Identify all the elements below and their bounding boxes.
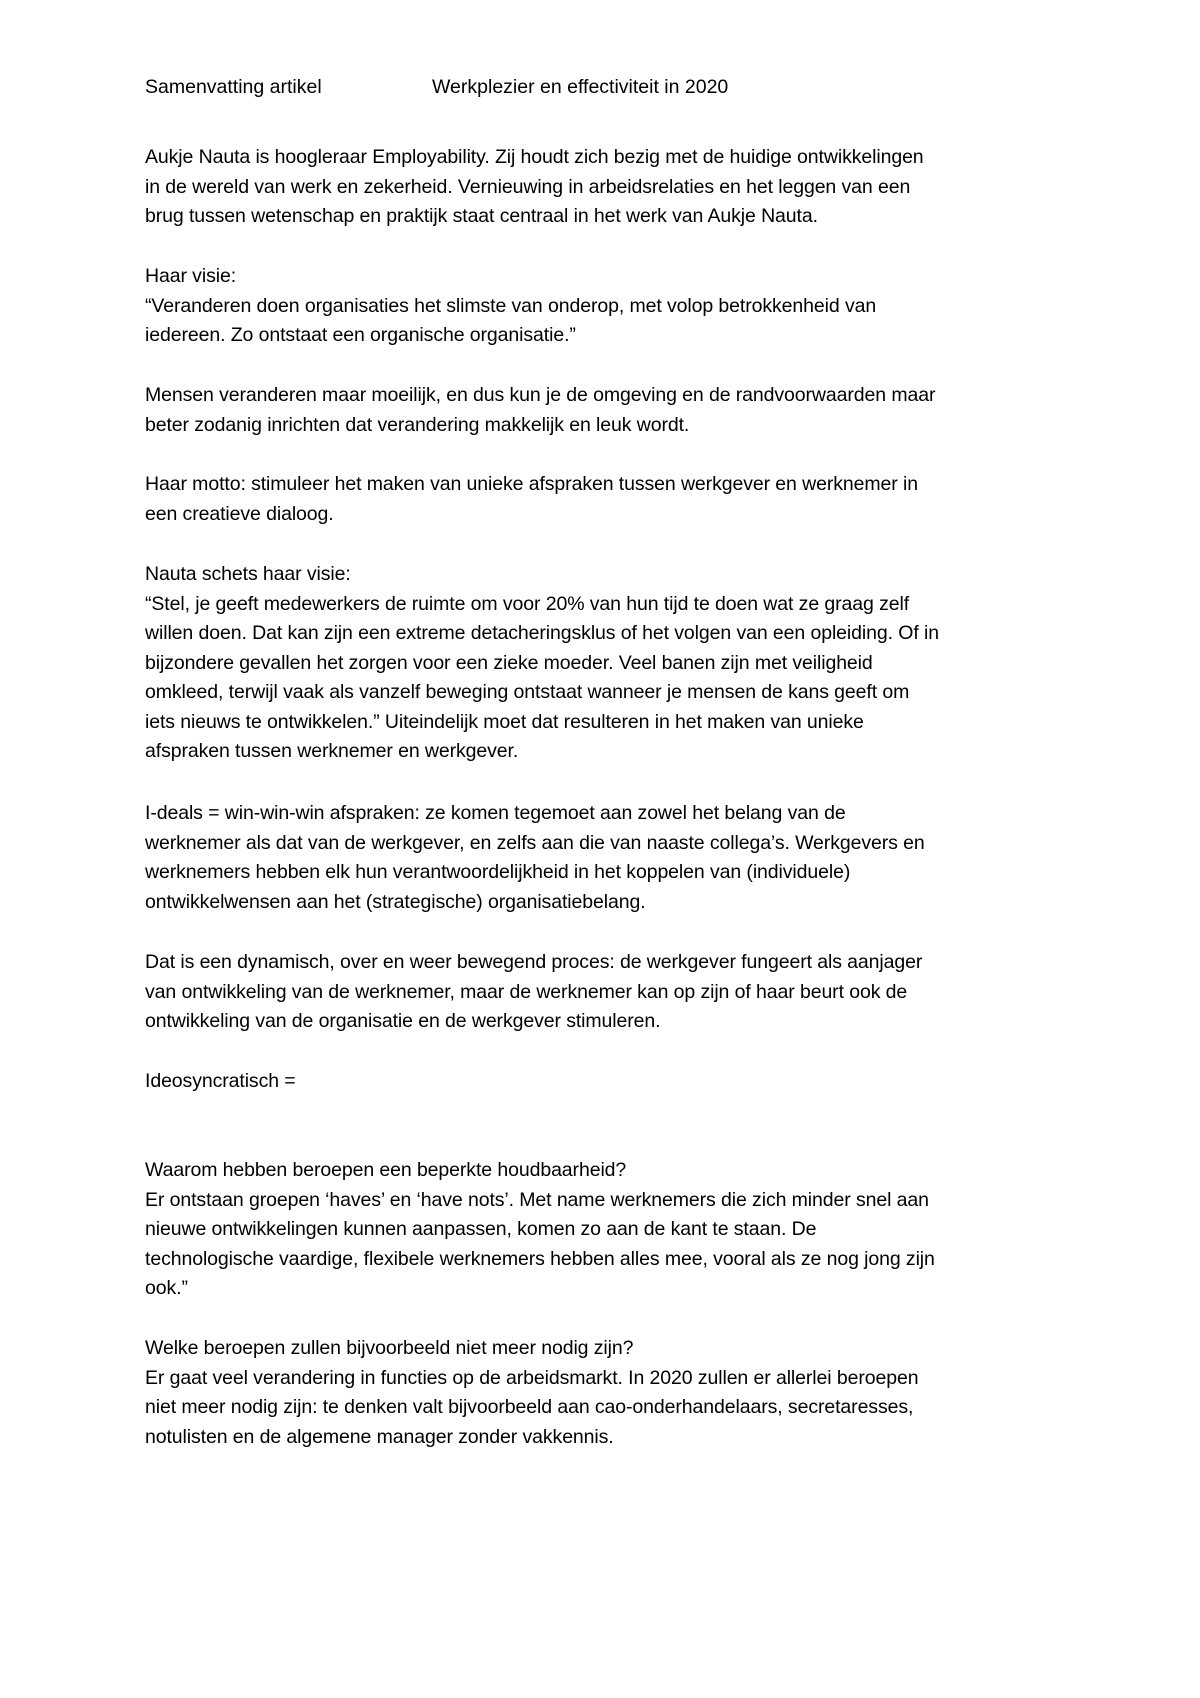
text-line: iets nieuws te ontwikkelen.” Uiteindelijk moet dat resulteren in het maken van unieke [145, 710, 864, 733]
text-line: notulisten en de algemene manager zonder vakkennis. [145, 1425, 614, 1448]
paragraph-nauta-vision [145, 560, 1085, 767]
text-line: in de wereld van werk en zekerheid. Vernieuwing in arbeidsrelaties en het leggen van een [145, 175, 911, 198]
text-line: Waarom hebben beroepen een beperkte houdbaarheid? [145, 1159, 627, 1181]
text-line: ontwikkelwensen aan het (strategische) organisatiebelang. [145, 890, 646, 913]
text-line: bijzondere gevallen het zorgen voor een zieke moeder. Veel banen zijn met veiligheid [145, 651, 873, 674]
text-line: Nauta schets haar visie: [145, 563, 351, 585]
text-line: Haar visie: [145, 265, 237, 287]
text-line: Haar motto: stimuleer het maken van unieke afspraken tussen werkgever en werknemer in [145, 473, 918, 495]
text-line: niet meer nodig zijn: te denken valt bijvoorbeeld aan cao-onderhandelaars, secretaresses, [145, 1396, 914, 1418]
text-line: Er gaat veel verandering in functies op de arbeidsmarkt. In 2020 zullen er allerlei beroepen [145, 1366, 919, 1389]
text-line: iedereen. Zo ontstaat een organische organisatie.” [145, 324, 576, 346]
paragraph-obsolete-professions [145, 1334, 1085, 1452]
text-line: werknemers hebben elk hun verantwoordelijkheid in het koppelen van (individuele) [145, 861, 851, 883]
text-line: ook.” [145, 1277, 188, 1299]
text-line: “Veranderen doen organisaties het slimste van onderop, met volop betrokkenheid van [145, 294, 877, 317]
text-line: Mensen veranderen maar moeilijk, en dus kun je de omgeving en de randvoorwaarden maar [145, 384, 936, 406]
paragraph-ideals [145, 799, 1085, 917]
text-line: van ontwikkeling van de werknemer, maar de werknemer kan op zijn of haar beurt ook de [145, 980, 908, 1003]
text-line: werknemer als dat van de werkgever, en zelfs aan die van naaste collega’s. Werkgevers en [145, 831, 925, 854]
paragraph-ideosyncratisch [145, 1067, 1085, 1097]
paragraph-change [145, 381, 1085, 440]
paragraph-introduction [145, 143, 1085, 232]
text-line: nieuwe ontwikkelingen kunnen aanpassen, komen zo aan de kant te staan. De [145, 1218, 817, 1240]
text-line: beter zodanig inrichten dat verandering makkelijk en leuk wordt. [145, 413, 690, 436]
document-header-title: Werkplezier en effectiviteit in 2020 [432, 76, 729, 98]
text-line: Dat is een dynamisch, over en weer bewegend proces: de werkgever fungeert als aanjager [145, 951, 923, 973]
text-line: Welke beroepen zullen bijvoorbeeld niet meer nodig zijn? [145, 1337, 634, 1359]
text-line: afspraken tussen werknemer en werkgever. [145, 740, 519, 762]
paragraph-vision [145, 262, 1085, 351]
text-line: Aukje Nauta is hoogleraar Employability. Zij houdt zich bezig met de huidige ontwikkelingen [145, 146, 924, 168]
text-line: willen doen. Dat kan zijn een extreme detacheringsklus of het volgen van een opleiding. Of in [145, 622, 939, 644]
text-line: Ideosyncratisch = [145, 1070, 296, 1092]
text-line: omkleed, terwijl vaak als vanzelf beweging ontstaat wanneer je mensen de kans geeft om [145, 681, 910, 703]
document-header-left: Samenvatting artikel [145, 76, 322, 98]
text-line: Er ontstaan groepen ‘haves’ en ‘have nots’. Met name werknemers die zich minder snel aan [145, 1188, 929, 1211]
paragraph-limited-shelf-life [145, 1156, 1085, 1304]
text-line: technologische vaardige, flexibele werknemers hebben alles mee, vooral als ze nog jong zijn [145, 1247, 935, 1270]
paragraph-motto [145, 470, 1085, 529]
text-line: ontwikkeling van de organisatie en de werkgever stimuleren. [145, 1010, 661, 1032]
paragraph-dynamic-process [145, 948, 1085, 1037]
text-line: I-deals = win-win-win afspraken: ze komen tegemoet aan zowel het belang van de [145, 802, 846, 824]
text-line: “Stel, je geeft medewerkers de ruimte om voor 20% van hun tijd te doen wat ze graag zelf [145, 592, 910, 615]
text-line: brug tussen wetenschap en praktijk staat centraal in het werk van Aukje Nauta. [145, 205, 818, 227]
text-line: een creatieve dialoog. [145, 502, 334, 525]
